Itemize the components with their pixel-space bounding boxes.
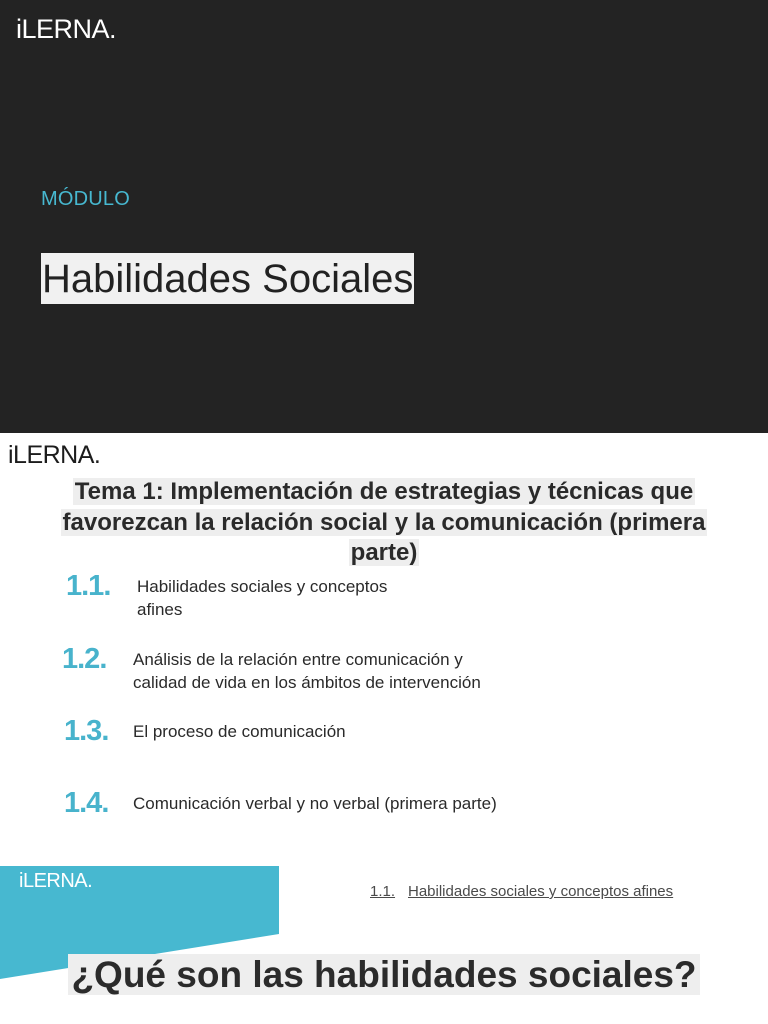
toc-number: 1.1.	[66, 570, 111, 602]
toc-text-line1: Análisis de la relación entre comunicación y	[133, 650, 463, 669]
toc-number: 1.2.	[62, 643, 107, 675]
module-label: MÓDULO	[41, 188, 130, 210]
section-slide	[0, 866, 768, 1024]
topic-heading-text: Tema 1: Implementación de estrategias y técnicas que favorezcan la relación social y la comunicación (primera parte)	[62, 478, 706, 566]
index-slide	[0, 433, 768, 866]
ilerna-logo: iLERNA.	[16, 14, 117, 44]
toc-text-line1: Comunicación verbal y no verbal (primera parte)	[133, 794, 497, 813]
toc-text-line1: El proceso de comunicación	[133, 722, 346, 741]
module-title: Habilidades Sociales	[41, 253, 414, 304]
ilerna-logo: iLERNA.	[8, 441, 101, 469]
section-question-text: ¿Qué son las habilidades sociales?	[68, 954, 699, 995]
ilerna-logo: iLERNA.	[19, 870, 93, 892]
toc-text-line2: calidad de vida en los ámbitos de intervención	[133, 673, 481, 692]
section-question	[0, 952, 768, 997]
toc-text-line1: Habilidades sociales y conceptos	[137, 577, 388, 596]
topic-heading	[60, 477, 708, 569]
breadcrumb-number[interactable]: 1.1.	[370, 883, 396, 900]
breadcrumb-link[interactable]: Habilidades sociales y conceptos afines	[408, 883, 674, 900]
toc-text-line2: afines	[137, 600, 183, 619]
toc-number: 1.3.	[64, 715, 109, 747]
cover-slide	[0, 0, 768, 433]
toc-number: 1.4.	[64, 787, 109, 819]
